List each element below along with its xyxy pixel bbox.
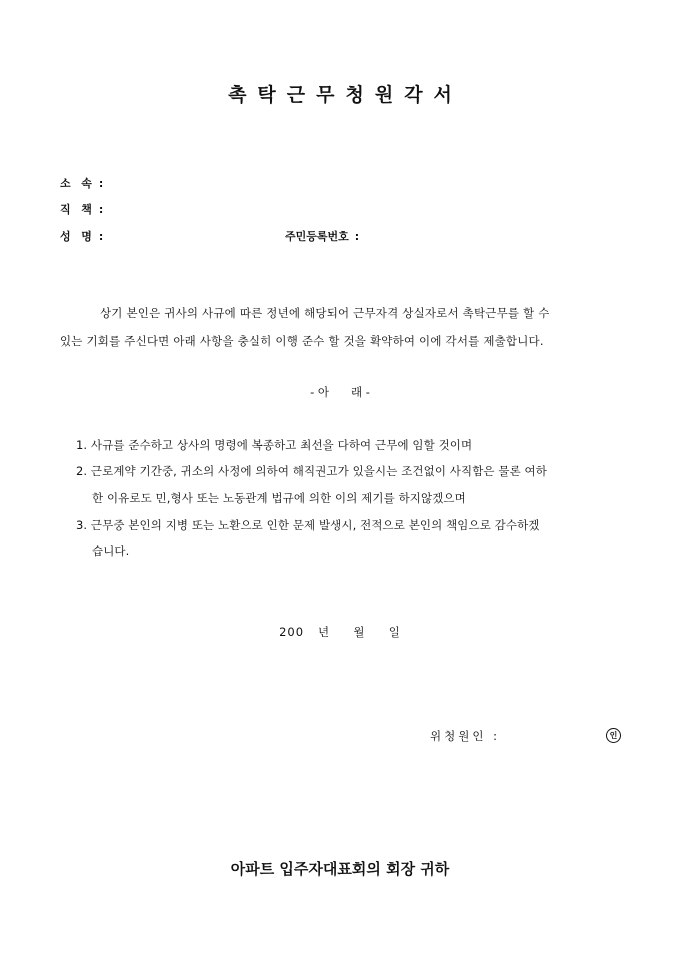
list-item-1: 1. 사규를 준수하고 상사의 명령에 복종하고 최선을 다하여 근무에 임할 것이며 [76,438,473,452]
affiliation-colon: : [98,177,105,190]
name-field [60,228,104,244]
list-item-3-line-2: 습니다. [92,544,130,558]
name-label: 성 명 [60,230,93,243]
name-colon: : [98,230,105,243]
pledge-paragraph-line-1: 상기 본인은 귀사의 사규에 따른 정년에 해당되어 근무자격 상실자로서 촉탁근무를 할 수 [100,306,550,320]
list-item-2-line-1: 2. 근로계약 기간중, 귀소의 사정에 의하여 해직권고가 있을시는 조건없이 사직함은 물론 여하 [76,464,547,478]
date-line: 200 년 월 일 [279,625,401,639]
position-label: 직 책 [60,203,93,216]
resident-id-field [285,228,359,244]
list-item-3-line-1: 3. 근무중 본인의 지병 또는 노환으로 인한 문제 발생시, 전적으로 본인의 책임으로 감수하겠 [76,518,540,532]
recipient-line: 아파트 입주자대표회의 회장 귀하 [230,860,450,878]
list-item-2-line-2: 한 이유로도 민,형사 또는 노동관계 법규에 의한 이의 제기를 하지않겠으며 [92,491,466,505]
resident-id-colon: : [354,230,360,243]
below-heading: - 아 래 - [310,385,370,399]
document-title: 촉탁근무청원각서 [228,84,463,106]
position-field [60,201,104,217]
pledge-paragraph-line-2: 있는 기회를 주신다면 아래 사항을 충실히 이행 준수 할 것을 확약하여 이에 각서를 제출합니다. [60,334,544,348]
affiliation-field [60,175,104,191]
resident-id-label: 주민등록번호 [285,230,349,243]
affiliation-label: 소 속 [60,177,93,190]
position-colon: : [98,203,105,216]
seal-icon: 인 [606,728,621,743]
applicant-label: 위청원인 : [430,729,500,743]
